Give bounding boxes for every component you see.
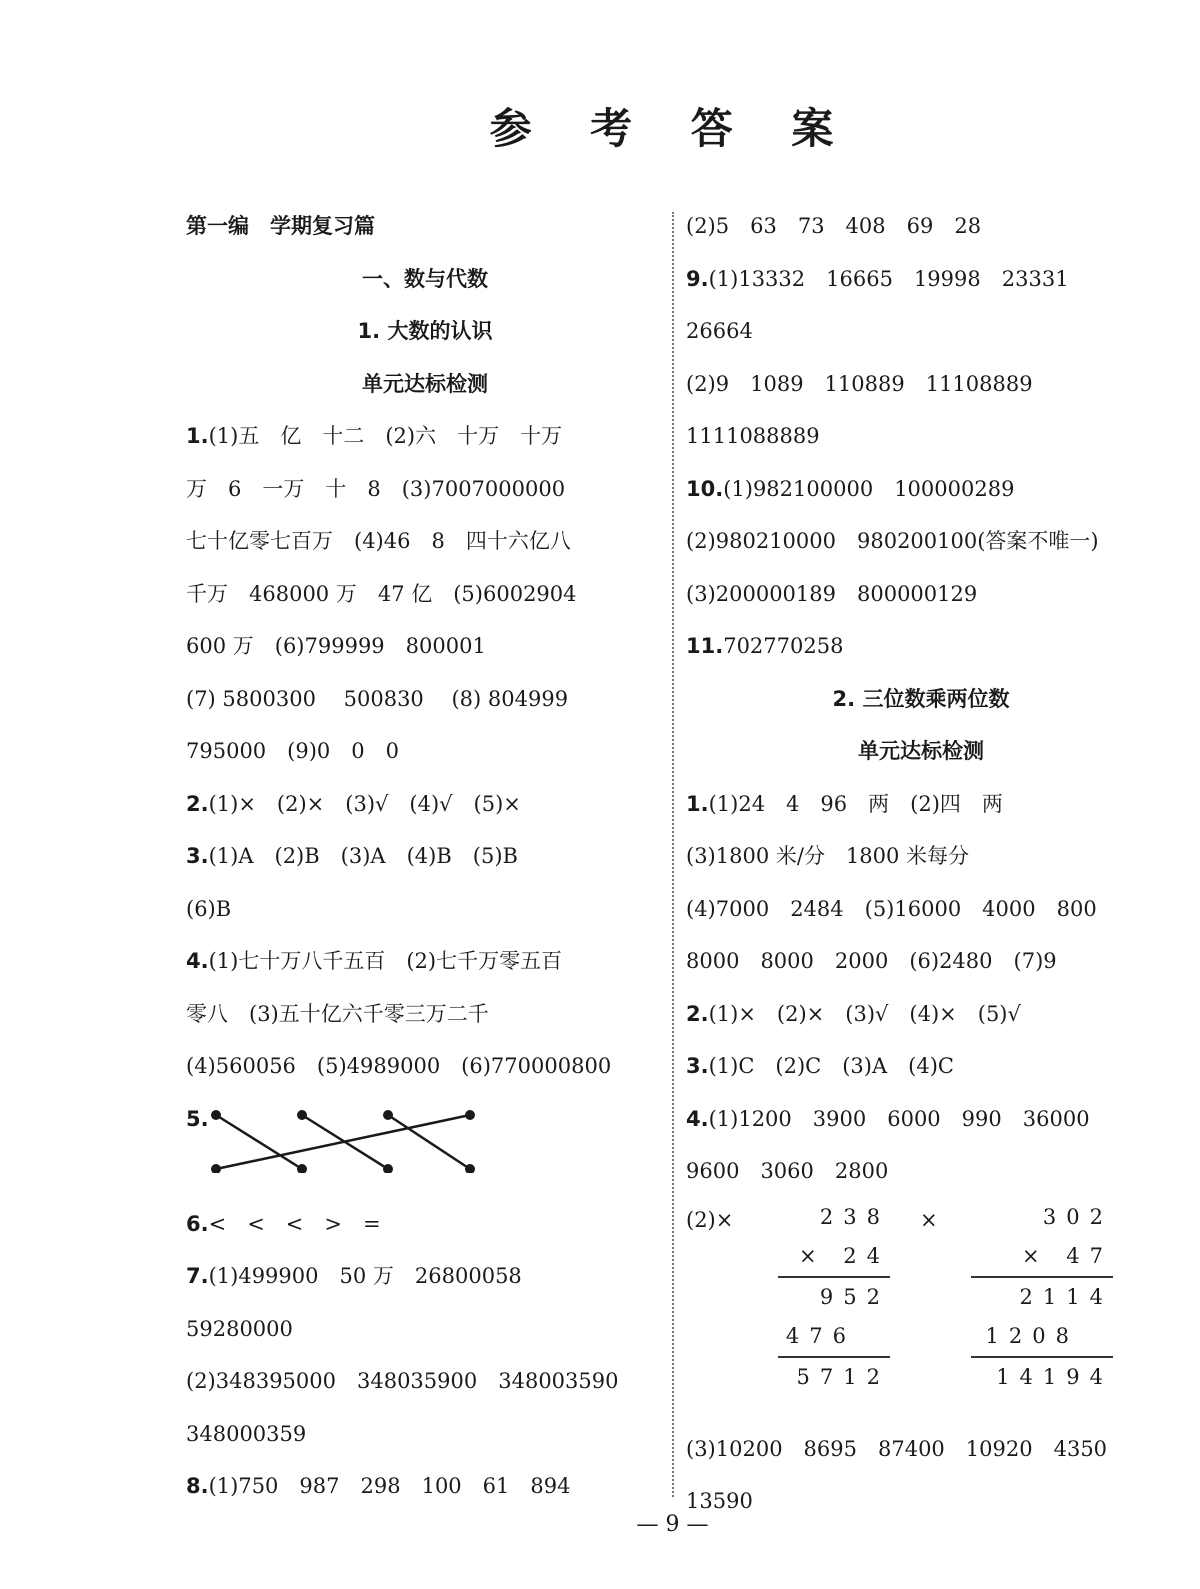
answer-line — [686, 463, 1156, 516]
partial-product: 476 — [785, 1323, 856, 1348]
answer-text: 万 6 一万 十 8 (3)7007000000 — [186, 476, 566, 501]
answer-line — [186, 1460, 664, 1513]
answer-line — [686, 1423, 1156, 1476]
page-title: 参 考 答 案 — [489, 104, 856, 153]
answer-line — [186, 1355, 664, 1408]
right-column — [686, 200, 1156, 1528]
question-number: 2. — [686, 1001, 709, 1026]
page-number: — 9 — — [636, 1512, 709, 1537]
section-heading: 一、数与代数 — [362, 266, 488, 291]
answer-text: 七十亿零七百万 (4)46 8 四十六亿八 — [186, 529, 571, 553]
answer-line — [186, 1250, 664, 1303]
answer-text: 1111088889 — [686, 424, 820, 448]
answer-line — [686, 1093, 1156, 1146]
question-number: 2. — [186, 791, 209, 816]
answer-text: 8000 8000 2000 (6)2480 (7)9 — [686, 949, 1057, 973]
unit-heading: 单元达标检测 — [858, 739, 984, 763]
question-number: 4. — [186, 949, 209, 973]
question-number: 5. — [186, 1106, 209, 1131]
question-number: 10. — [686, 476, 724, 501]
answer-text: (1)C (2)C (3)A (4)C — [708, 1054, 954, 1078]
answer-line — [186, 515, 664, 568]
question-number: 1. — [186, 424, 209, 448]
answer-line — [186, 883, 664, 936]
answer-text: 348000359 — [186, 1421, 307, 1446]
answer-text: (1)499900 50 万 26800058 — [208, 1264, 522, 1288]
question-number: 3. — [186, 844, 209, 868]
answer-line — [686, 410, 1156, 463]
product: 5712 — [796, 1364, 890, 1389]
answer-line — [686, 568, 1156, 621]
answer-list — [686, 200, 1156, 673]
answer-text: 千万 468000 万 47 亿 (5)6002904 — [186, 581, 577, 606]
answer-line — [686, 200, 1156, 253]
answer-line — [186, 673, 664, 726]
answer-text: 零八 (3)五十亿六千零三万二千 — [186, 1001, 489, 1026]
answer-line — [186, 988, 664, 1041]
answer-line — [686, 830, 1156, 883]
answer-text: < < < > = — [208, 1211, 381, 1236]
answer-line — [186, 410, 664, 463]
product: 14194 — [996, 1364, 1113, 1389]
answer-text: 702770258 — [723, 634, 844, 658]
match-line — [302, 1115, 388, 1169]
answer-text: (7) 5800300 500830 (8) 804999 — [186, 686, 569, 711]
answer-text: (3)10200 8695 87400 10920 4350 — [686, 1436, 1108, 1461]
multiplicand: 302 — [1042, 1204, 1113, 1229]
answer-text: (1)五 亿 十二 (2)六 十万 十万 — [208, 424, 563, 448]
answer-text: 600 万 (6)799999 800001 — [186, 634, 486, 658]
answer-line — [186, 1040, 664, 1093]
answer-line — [686, 988, 1156, 1041]
answer-line — [686, 305, 1156, 358]
answer-list — [186, 410, 664, 1093]
answer-text: (3)200000189 800000129 — [686, 581, 978, 606]
match-dot — [211, 1164, 221, 1173]
answer-text: (1)750 987 298 100 61 894 — [208, 1474, 571, 1498]
calc-mark: × — [920, 1207, 938, 1232]
match-dot — [465, 1110, 475, 1120]
unit-heading: 单元达标检测 — [362, 371, 488, 396]
question-number: 4. — [686, 1106, 709, 1131]
question-number: 7. — [186, 1264, 209, 1288]
subsection-heading: 1. 大数的认识 — [357, 319, 493, 343]
answer-line — [686, 1040, 1156, 1093]
answer-text: 13590 — [686, 1489, 753, 1513]
answer-text: (4)7000 2484 (5)16000 4000 800 — [686, 896, 1097, 921]
answer-line — [686, 935, 1156, 988]
answer-line — [186, 620, 664, 673]
answer-text: 59280000 — [186, 1316, 293, 1341]
multiplier: × 24 — [799, 1243, 890, 1268]
answer-line — [686, 515, 1156, 568]
answer-text: 26664 — [686, 319, 753, 343]
answer-text: (1)1200 3900 6000 990 36000 — [708, 1106, 1090, 1131]
answer-line — [686, 620, 1156, 673]
subsection-heading: 2. 三位数乘两位数 — [832, 686, 1010, 711]
answer-text: (6)B — [186, 896, 232, 921]
answer-line — [186, 463, 664, 516]
matching-answer — [186, 1093, 664, 1198]
question-number: 11. — [686, 634, 724, 658]
answer-text: 9600 3060 2800 — [686, 1159, 889, 1183]
answer-line — [686, 778, 1156, 831]
answer-line — [186, 935, 664, 988]
multiplicand: 238 — [819, 1204, 890, 1229]
matching-lines-diagram — [206, 1093, 506, 1173]
left-column — [186, 200, 664, 1513]
answer-text: (2)9 1089 110889 11108889 — [686, 371, 1033, 396]
answer-text: (2)348395000 348035900 348003590 — [186, 1369, 619, 1393]
answer-line — [686, 1145, 1156, 1198]
question-number: 9. — [686, 266, 709, 291]
vertical-calculation-2 — [971, 1198, 1113, 1397]
match-dot — [211, 1110, 221, 1120]
calc-label: (2)× — [686, 1207, 734, 1232]
question-number: 8. — [186, 1474, 209, 1498]
answer-text: (1)× (2)× (3)√ (4)× (5)√ — [708, 1001, 1021, 1026]
answer-text: (1)982100000 100000289 — [723, 476, 1015, 501]
part-heading: 第一编 学期复习篇 — [186, 214, 375, 238]
partial-product: 2114 — [1019, 1284, 1113, 1309]
multiplier: × 47 — [1022, 1243, 1113, 1268]
answer-line — [186, 1198, 664, 1251]
answer-line — [186, 778, 664, 831]
answer-list — [186, 1198, 664, 1513]
partial-product: 1208 — [985, 1323, 1079, 1348]
question-number: 3. — [686, 1054, 709, 1078]
answer-text: 795000 (9)0 0 0 — [186, 739, 399, 763]
answer-line — [686, 358, 1156, 411]
vertical-calculation-block — [686, 1198, 1156, 1423]
answer-line — [186, 1408, 664, 1461]
answer-text: (1)× (2)× (3)√ (4)√ (5)× — [208, 791, 521, 816]
answer-text: (2)5 63 73 408 69 28 — [686, 214, 982, 238]
answer-text: (2)980210000 980200100(答案不唯一) — [686, 529, 1099, 553]
match-dot — [297, 1110, 307, 1120]
answer-line — [686, 253, 1156, 306]
answer-line — [686, 883, 1156, 936]
answer-list — [686, 778, 1156, 1198]
match-dot — [383, 1110, 393, 1120]
answer-line — [186, 568, 664, 621]
partial-product: 952 — [819, 1284, 890, 1309]
vertical-calculation-1 — [778, 1198, 890, 1397]
answer-text: (1)七十万八千五百 (2)七千万零五百 — [208, 949, 563, 973]
answer-text: (1)24 4 96 两 (2)四 两 — [708, 791, 1003, 816]
answer-text: (1)13332 16665 19998 23331 — [708, 266, 1069, 291]
answer-text: (3)1800 米/分 1800 米每分 — [686, 844, 970, 868]
answer-text: (4)560056 (5)4989000 (6)770000800 — [186, 1054, 612, 1078]
question-number: 1. — [686, 791, 709, 816]
answer-line — [186, 725, 664, 778]
answer-text: (1)A (2)B (3)A (4)B (5)B — [208, 844, 518, 868]
column-divider — [672, 212, 674, 1497]
answer-line — [186, 830, 664, 883]
question-number: 6. — [186, 1211, 209, 1236]
answer-line — [186, 1303, 664, 1356]
